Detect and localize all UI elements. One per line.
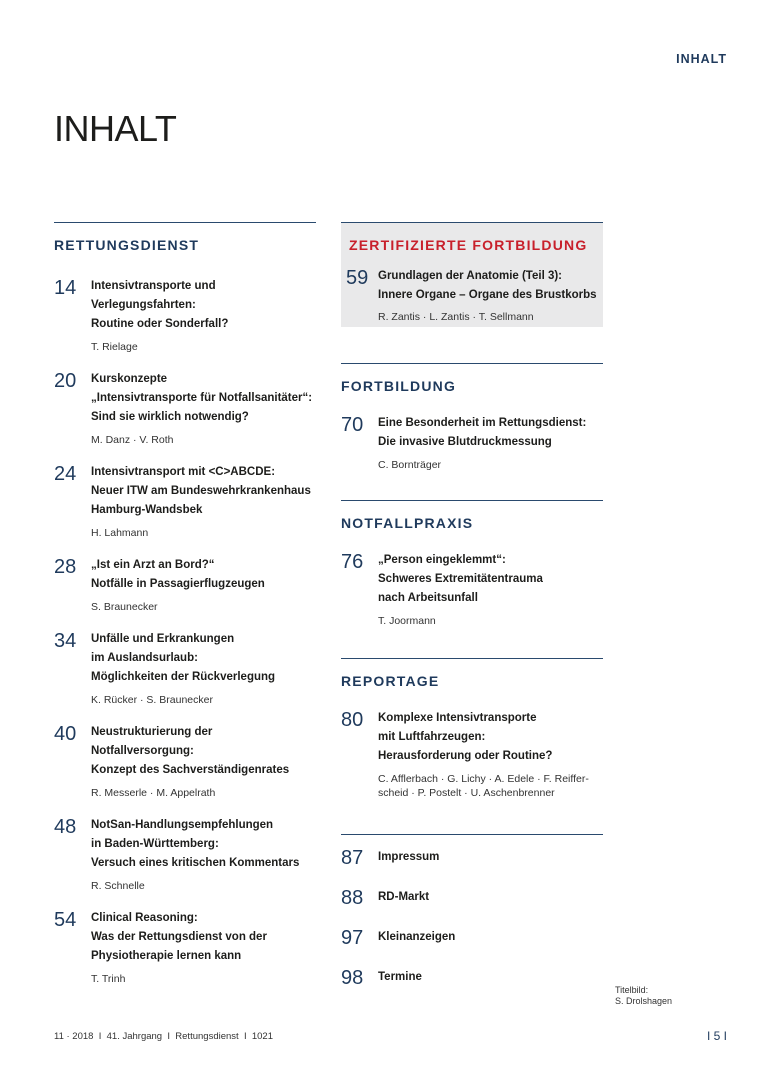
- toc-entry-impressum[interactable]: [341, 847, 603, 887]
- toc-page-number: 20: [54, 370, 77, 392]
- toc-title: Kleinanzeigen: [378, 931, 456, 943]
- certified-box: [341, 222, 603, 327]
- toc-title: Unfälle und Erkrankungen im Auslandsurlaub: Möglichkeiten der Rückverlegung: [91, 633, 276, 683]
- toc-page-number: 88: [341, 887, 364, 909]
- toc-page-number: 80: [341, 709, 364, 731]
- toc-page-number: 24: [54, 463, 77, 485]
- toc-page-number: 97: [341, 927, 364, 949]
- toc-entry-termine[interactable]: [341, 967, 603, 1007]
- toc-page-number: 34: [54, 630, 77, 652]
- page-title: INHALT: [54, 108, 177, 149]
- section-heading-fortbildung: FORTBILDUNG: [341, 378, 457, 394]
- toc-authors: K. Rücker · S. Braunecker: [91, 694, 213, 706]
- toc-authors: R. Schnelle: [91, 880, 145, 892]
- toc-page-number: 98: [341, 967, 364, 989]
- toc-page-number: 76: [341, 551, 364, 573]
- section-rule: [341, 363, 603, 364]
- section-rule: [341, 834, 603, 835]
- toc-entry[interactable]: [54, 370, 316, 447]
- toc-authors: R. Messerle · M. Appelrath: [91, 787, 216, 799]
- section-rule: [341, 222, 603, 223]
- toc-entry[interactable]: [341, 551, 603, 628]
- toc-title: Intensivtransporte und Verlegungsfahrten: Routine oder Sonderfall?: [91, 280, 229, 330]
- toc-authors: M. Danz · V. Roth: [91, 434, 174, 446]
- section-heading-zertifizierte-fortbildung: ZERTIFIZIERTE FORTBILDUNG: [349, 237, 588, 253]
- toc-authors: T. Joormann: [378, 615, 436, 627]
- toc-title: Impressum: [378, 851, 440, 863]
- toc-title: „Ist ein Arzt an Bord?“ Notfälle in Passagierflugzeugen: [91, 559, 265, 590]
- toc-entry[interactable]: [54, 463, 316, 540]
- toc-page-number: 40: [54, 723, 77, 745]
- section-heading-reportage: REPORTAGE: [341, 673, 440, 689]
- section-heading-notfallpraxis: NOTFALLPRAXIS: [341, 515, 474, 531]
- toc-title: NotSan-Handlungsempfehlungen in Baden-Württemberg: Versuch eines kritischen Kommentars: [91, 819, 300, 869]
- footer-issue-info: 11 · 2018 I 41. Jahrgang I Rettungsdienst I 1021: [54, 1031, 273, 1042]
- toc-entry-kleinanzeigen[interactable]: [341, 927, 603, 967]
- toc-page-number: 14: [54, 277, 77, 299]
- left-column: [54, 222, 316, 986]
- toc-page-number: 54: [54, 909, 77, 931]
- toc-entry[interactable]: [54, 556, 316, 614]
- page-number: I 5 I: [706, 1029, 727, 1043]
- toc-authors: C. Bornträger: [378, 459, 442, 471]
- toc-entry[interactable]: [54, 909, 316, 986]
- toc-title: Grundlagen der Anatomie (Teil 3): Innere Organe – Organe des Brustkorbs: [378, 270, 597, 301]
- toc-title: Clinical Reasoning: Was der Rettungsdienst von der Physiotherapie lernen kann: [91, 912, 267, 962]
- toc-authors: T. Trinh: [91, 973, 126, 985]
- toc-title: Eine Besonderheit im Rettungsdienst: Die invasive Blutdruckmessung: [378, 417, 587, 448]
- right-column: [341, 222, 603, 1007]
- toc-entry[interactable]: [54, 816, 316, 893]
- toc-entry[interactable]: [54, 277, 316, 354]
- toc-page-number: 59: [346, 267, 369, 289]
- toc-title: Komplexe Intensivtransporte mit Luftfahrzeugen: Herausforderung oder Routine?: [378, 712, 553, 762]
- toc-title: Kurskonzepte „Intensivtransporte für Notfallsanitäter“: Sind sie wirklich notwendig?: [91, 373, 313, 423]
- toc-page-number: 70: [341, 414, 364, 436]
- section-rule: [341, 500, 603, 501]
- toc-title: Intensivtransport mit <C>ABCDE: Neuer ITW am Bundeswehrkrankenhaus Hamburg-Wandsbek: [91, 466, 311, 516]
- toc-entry[interactable]: [341, 709, 603, 800]
- toc-entry[interactable]: [341, 267, 603, 324]
- running-head: INHALT: [676, 52, 727, 66]
- toc-authors: C. Afflerbach · G. Lichy · A. Edele · F. Reiffer- scheid · P. Postelt · U. Aschenbrenner: [378, 773, 589, 799]
- toc-authors: S. Braunecker: [91, 601, 158, 613]
- section-rule: [54, 222, 316, 223]
- toc-title: Termine: [378, 971, 422, 983]
- toc-entry-rd-markt[interactable]: [341, 887, 603, 927]
- toc-title: Neustrukturierung der Notfallversorgung: Konzept des Sachverständigenrates: [91, 726, 290, 776]
- toc-title: „Person eingeklemmt“: Schweres Extremitätentrauma nach Arbeitsunfall: [378, 554, 543, 604]
- toc-entry[interactable]: [54, 630, 316, 707]
- toc-page-number: 28: [54, 556, 77, 578]
- toc-authors: T. Rielage: [91, 341, 138, 353]
- section-heading-rettungsdienst: RETTUNGSDIENST: [54, 237, 200, 253]
- toc-page-number: 87: [341, 847, 364, 869]
- toc-authors: H. Lahmann: [91, 527, 149, 539]
- toc-entry[interactable]: [341, 414, 603, 472]
- toc-title: RD-Markt: [378, 891, 430, 903]
- toc-page-number: 48: [54, 816, 77, 838]
- section-rule: [341, 658, 603, 659]
- cover-credit: Titelbild: S. Drolshagen: [615, 985, 673, 1006]
- toc-entry[interactable]: [54, 723, 316, 800]
- toc-authors: R. Zantis · L. Zantis · T. Sellmann: [378, 311, 534, 323]
